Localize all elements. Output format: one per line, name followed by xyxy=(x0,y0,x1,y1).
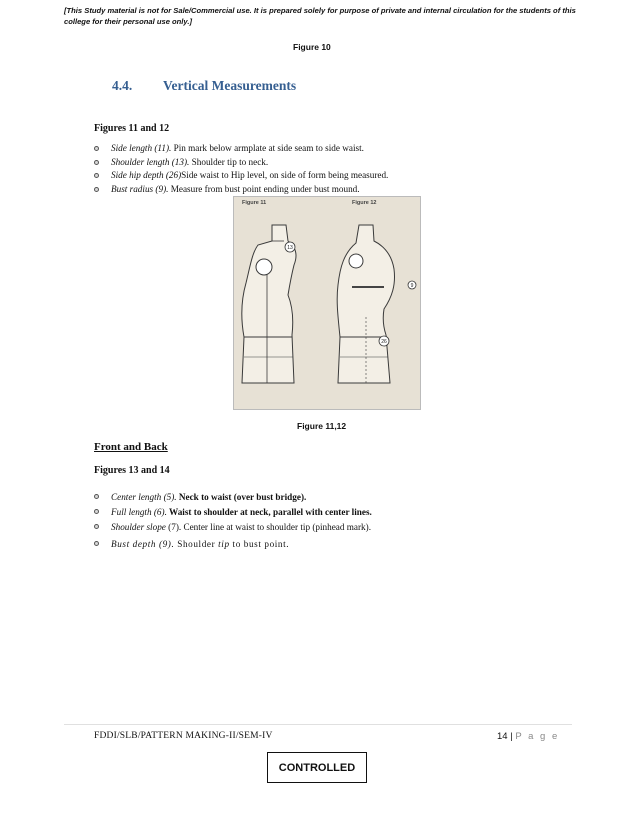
item-desc: (7). Center line at waist to shoulder tip (pinhead mark). xyxy=(165,522,372,532)
section-title: Vertical Measurements xyxy=(163,78,297,93)
measurement-list-1 xyxy=(94,142,554,196)
item-term: Shoulder length (13). xyxy=(111,156,190,167)
item-term: Bust depth (9). xyxy=(111,539,175,549)
item-desc: to bust point. xyxy=(229,539,290,549)
item-term: Side length (11). xyxy=(111,143,172,153)
item-desc-emphasis: tip xyxy=(218,539,230,549)
footer-divider xyxy=(64,724,572,725)
bullet-icon xyxy=(94,173,99,178)
list-item xyxy=(94,142,554,156)
bullet-icon xyxy=(94,187,99,192)
bullet-icon xyxy=(94,524,99,529)
page-separator: | xyxy=(507,731,516,742)
list-item xyxy=(94,156,554,170)
disclaimer-text: [This Study material is not for Sale/Commercial use. It is prepared solely for purpose of private and internal circulation for the students of this college for their personal use only.] xyxy=(64,6,576,26)
page-word: P a g e xyxy=(515,731,560,742)
figure-12-label: Figure 12 xyxy=(352,200,377,206)
page-number-value: 14 xyxy=(497,731,508,742)
item-desc: Side waist to Hip level, on side of form being measured. xyxy=(181,170,389,180)
item-desc: Waist to shoulder at neck, parallel with center lines. xyxy=(166,507,372,517)
item-desc: Shoulder tip to neck. xyxy=(189,156,269,167)
figure-10-caption: Figure 10 xyxy=(293,42,331,52)
item-desc: Pin mark below armplate at side seam to side waist. xyxy=(171,143,364,153)
bullet-icon xyxy=(94,146,99,151)
section-number: 4.4. xyxy=(112,78,133,93)
measurement-list-2 xyxy=(94,490,554,553)
front-back-title: Front and Back xyxy=(94,441,168,453)
list-item xyxy=(94,505,554,520)
item-desc: Shoulder xyxy=(174,539,219,549)
page-number xyxy=(497,731,559,742)
marker-26: 26 xyxy=(381,339,387,345)
bullet-icon xyxy=(94,541,99,546)
marker-13: 13 xyxy=(287,245,293,251)
dress-form-drawing xyxy=(234,197,420,409)
item-term: Shoulder slope xyxy=(111,522,166,532)
bullet-icon xyxy=(94,160,99,165)
figure-11-label: Figure 11 xyxy=(242,200,267,206)
controlled-stamp-text: CONTROLLED xyxy=(278,761,356,774)
item-desc: Measure from bust point ending under bust mound. xyxy=(168,183,360,194)
dress-form-figure xyxy=(233,196,421,410)
list-item xyxy=(94,490,554,505)
list-item xyxy=(94,183,554,197)
item-term: Bust radius (9). xyxy=(111,183,169,194)
marker-9: 9 xyxy=(410,283,414,289)
bullet-icon xyxy=(94,509,99,514)
figures-11-12-heading: Figures 11 and 12 xyxy=(94,123,170,134)
figures-13-14-heading: Figures 13 and 14 xyxy=(94,465,170,476)
controlled-stamp xyxy=(267,752,367,783)
list-item xyxy=(94,535,554,553)
figure-11-12-caption: Figure 11,12 xyxy=(297,421,347,431)
footer-course-code: FDDI/SLB/PATTERN MAKING-II/SEM-IV xyxy=(94,731,273,741)
item-term: Side hip depth (26) xyxy=(111,170,182,180)
item-term: Center length (5). xyxy=(111,492,177,502)
list-item xyxy=(94,169,554,183)
bullet-icon xyxy=(94,494,99,499)
item-term: Full length (6). xyxy=(111,507,167,517)
item-desc: Neck to waist (over bust bridge). xyxy=(176,492,307,502)
list-item xyxy=(94,520,554,535)
